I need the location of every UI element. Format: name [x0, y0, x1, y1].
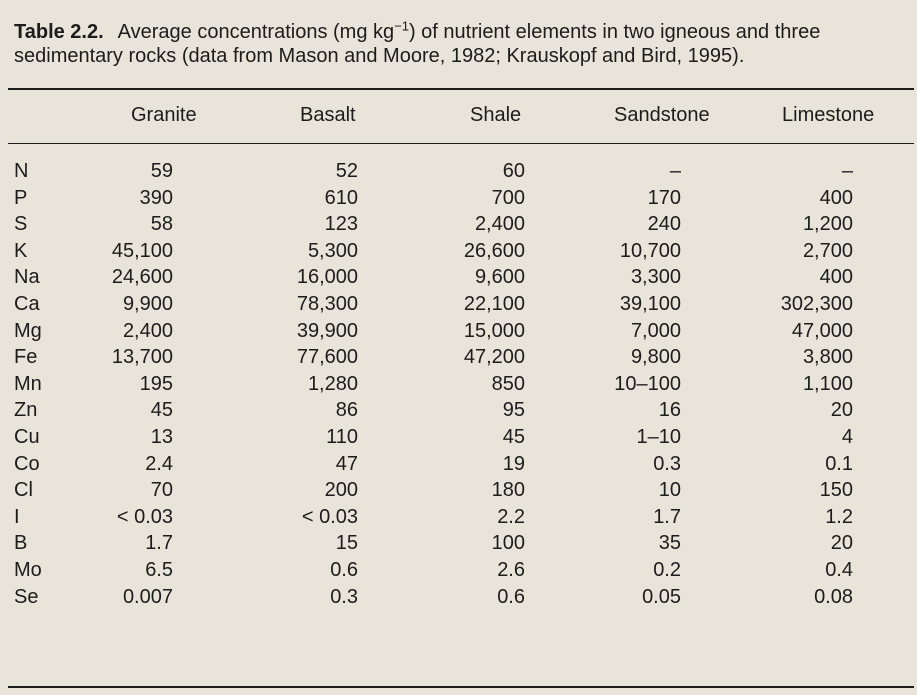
- cell-shale: 22,100: [463, 293, 525, 315]
- cell-sandstone: 7,000: [630, 319, 681, 342]
- cell-granite: 390: [139, 186, 173, 209]
- cell-granite: 13: [150, 426, 173, 448]
- cell-shale: 95: [502, 399, 525, 422]
- cell-basalt: 0.3: [330, 585, 358, 608]
- cell-shale: 47,200: [463, 346, 525, 369]
- cell-sandstone: 240: [647, 213, 681, 236]
- cell-granite: 1.7: [145, 532, 173, 555]
- table-row: [0, 238, 917, 264]
- header-rule: [8, 143, 914, 144]
- cell-basalt: 39,900: [296, 319, 358, 342]
- cell-limestone: 0.1: [825, 452, 853, 475]
- element-symbol: S: [14, 213, 28, 236]
- cell-limestone: 2,700: [802, 239, 853, 262]
- table-row: [0, 158, 917, 184]
- caption-text-start: Average concentrations (mg kg: [117, 21, 395, 43]
- cell-basalt: 15: [335, 532, 358, 555]
- cell-granite: 45: [150, 399, 173, 422]
- cell-basalt: 200: [324, 479, 358, 502]
- cell-limestone: 302,300: [780, 293, 853, 315]
- table-row: [0, 584, 917, 610]
- cell-limestone: 1,200: [802, 213, 853, 236]
- cell-limestone: 20: [830, 532, 853, 555]
- element-symbol: Co: [14, 452, 40, 475]
- table-row: [0, 397, 917, 423]
- header-sandstone: Sandstone: [614, 104, 710, 126]
- cell-granite: 24,600: [111, 266, 173, 289]
- cell-shale: 19: [502, 452, 525, 475]
- table-row: [0, 371, 917, 397]
- element-symbol: N: [14, 160, 29, 182]
- cell-shale: 850: [491, 372, 525, 395]
- header-granite: Granite: [131, 104, 197, 126]
- cell-basalt: 610: [324, 186, 358, 209]
- cell-basalt: < 0.03: [301, 505, 358, 528]
- cell-sandstone: 0.2: [653, 559, 681, 581]
- element-symbol: Cu: [14, 426, 40, 448]
- cell-granite: 59: [150, 160, 173, 182]
- top-rule: [8, 88, 914, 90]
- cell-granite: 6.5: [145, 559, 173, 581]
- element-symbol: Mn: [14, 372, 42, 395]
- element-symbol: Na: [14, 266, 40, 289]
- cell-shale: 700: [491, 186, 525, 209]
- table-row: [0, 185, 917, 211]
- table-caption: [14, 20, 904, 68]
- cell-granite: 2.4: [145, 452, 173, 475]
- cell-sandstone: 10: [658, 479, 681, 502]
- cell-sandstone: 3,300: [630, 266, 681, 289]
- cell-sandstone: –: [669, 160, 681, 182]
- element-symbol: Mg: [14, 319, 42, 342]
- cell-basalt: 47: [335, 452, 358, 475]
- cell-limestone: 150: [819, 479, 853, 502]
- cell-sandstone: 9,800: [630, 346, 681, 369]
- cell-sandstone: 10–100: [614, 372, 681, 395]
- caption-superscript: −1: [394, 18, 409, 34]
- cell-basalt: 78,300: [296, 293, 358, 315]
- element-symbol: I: [14, 505, 20, 528]
- cell-sandstone: 170: [647, 186, 681, 209]
- cell-limestone: 47,000: [791, 319, 853, 342]
- cell-limestone: 400: [819, 266, 853, 289]
- cell-sandstone: 1.7: [653, 505, 681, 528]
- cell-shale: 60: [502, 160, 525, 182]
- cell-basalt: 0.6: [330, 559, 358, 581]
- table-row: [0, 291, 917, 317]
- cell-granite: 195: [139, 372, 173, 395]
- table-row: [0, 477, 917, 503]
- cell-limestone: 400: [819, 186, 853, 209]
- element-symbol: Fe: [14, 346, 38, 369]
- cell-basalt: 86: [335, 399, 358, 422]
- cell-granite: 0.007: [122, 585, 173, 608]
- cell-sandstone: 1–10: [636, 426, 681, 448]
- cell-limestone: 1.2: [825, 505, 853, 528]
- cell-shale: 9,600: [474, 266, 525, 289]
- table-row: [0, 318, 917, 344]
- cell-sandstone: 0.05: [642, 585, 681, 608]
- cell-limestone: 1,100: [802, 372, 853, 395]
- cell-basalt: 110: [326, 426, 358, 448]
- element-symbol: K: [14, 239, 28, 262]
- element-symbol: Cl: [14, 479, 33, 502]
- cell-limestone: 20: [830, 399, 853, 422]
- cell-granite: 45,100: [111, 239, 173, 262]
- element-symbol: Ca: [14, 293, 40, 315]
- cell-shale: 45: [502, 426, 525, 448]
- cell-limestone: 0.4: [825, 559, 853, 581]
- cell-basalt: 16,000: [296, 266, 358, 289]
- header-shale: Shale: [470, 104, 522, 126]
- table-label: Table 2.2.: [14, 21, 104, 43]
- cell-limestone: 3,800: [802, 346, 853, 369]
- element-symbol: Zn: [14, 399, 38, 422]
- element-symbol: Mo: [14, 559, 42, 581]
- table-row: [0, 504, 917, 530]
- table-row: [0, 344, 917, 370]
- cell-shale: 0.6: [497, 585, 525, 608]
- cell-shale: 2.2: [497, 505, 525, 528]
- cell-shale: 180: [491, 479, 525, 502]
- cell-basalt: 1,280: [307, 372, 358, 395]
- cell-shale: 2,400: [474, 213, 525, 236]
- cell-limestone: 4: [841, 426, 853, 448]
- cell-granite: 13,700: [111, 346, 173, 369]
- cell-basalt: 5,300: [307, 239, 358, 262]
- header-limestone: Limestone: [782, 104, 875, 126]
- cell-limestone: 0.08: [814, 585, 853, 608]
- header-basalt: Basalt: [300, 104, 356, 126]
- element-symbol: B: [14, 532, 28, 555]
- cell-sandstone: 39,100: [619, 293, 681, 315]
- cell-granite: 9,900: [122, 293, 173, 315]
- cell-shale: 100: [491, 532, 525, 555]
- cell-limestone: –: [841, 160, 853, 182]
- caption-text-end: ) of nutrient elements in two igneous and three sedimentary rocks (data from Mason and Moore, 1982; Krauskopf and Bird, 1995).: [14, 21, 821, 67]
- cell-shale: 26,600: [463, 239, 525, 262]
- table-row: [0, 424, 917, 450]
- cell-granite: 70: [150, 479, 173, 502]
- element-symbol: P: [14, 186, 28, 209]
- cell-basalt: 77,600: [296, 346, 358, 369]
- bottom-rule: [8, 686, 914, 688]
- cell-granite: 58: [150, 213, 173, 236]
- cell-sandstone: 35: [658, 532, 681, 555]
- cell-shale: 15,000: [463, 319, 525, 342]
- cell-sandstone: 16: [658, 399, 681, 422]
- element-symbol: Se: [14, 585, 39, 608]
- cell-sandstone: 0.3: [653, 452, 681, 475]
- table-row: [0, 211, 917, 237]
- cell-shale: 2.6: [497, 559, 525, 581]
- table-row: [0, 451, 917, 477]
- table-row: [0, 557, 917, 583]
- cell-basalt: 52: [335, 160, 358, 182]
- cell-granite: 2,400: [122, 319, 173, 342]
- cell-granite: < 0.03: [116, 505, 173, 528]
- table-row: [0, 530, 917, 556]
- cell-sandstone: 10,700: [619, 239, 681, 262]
- table-row: [0, 264, 917, 290]
- cell-basalt: 123: [324, 213, 358, 236]
